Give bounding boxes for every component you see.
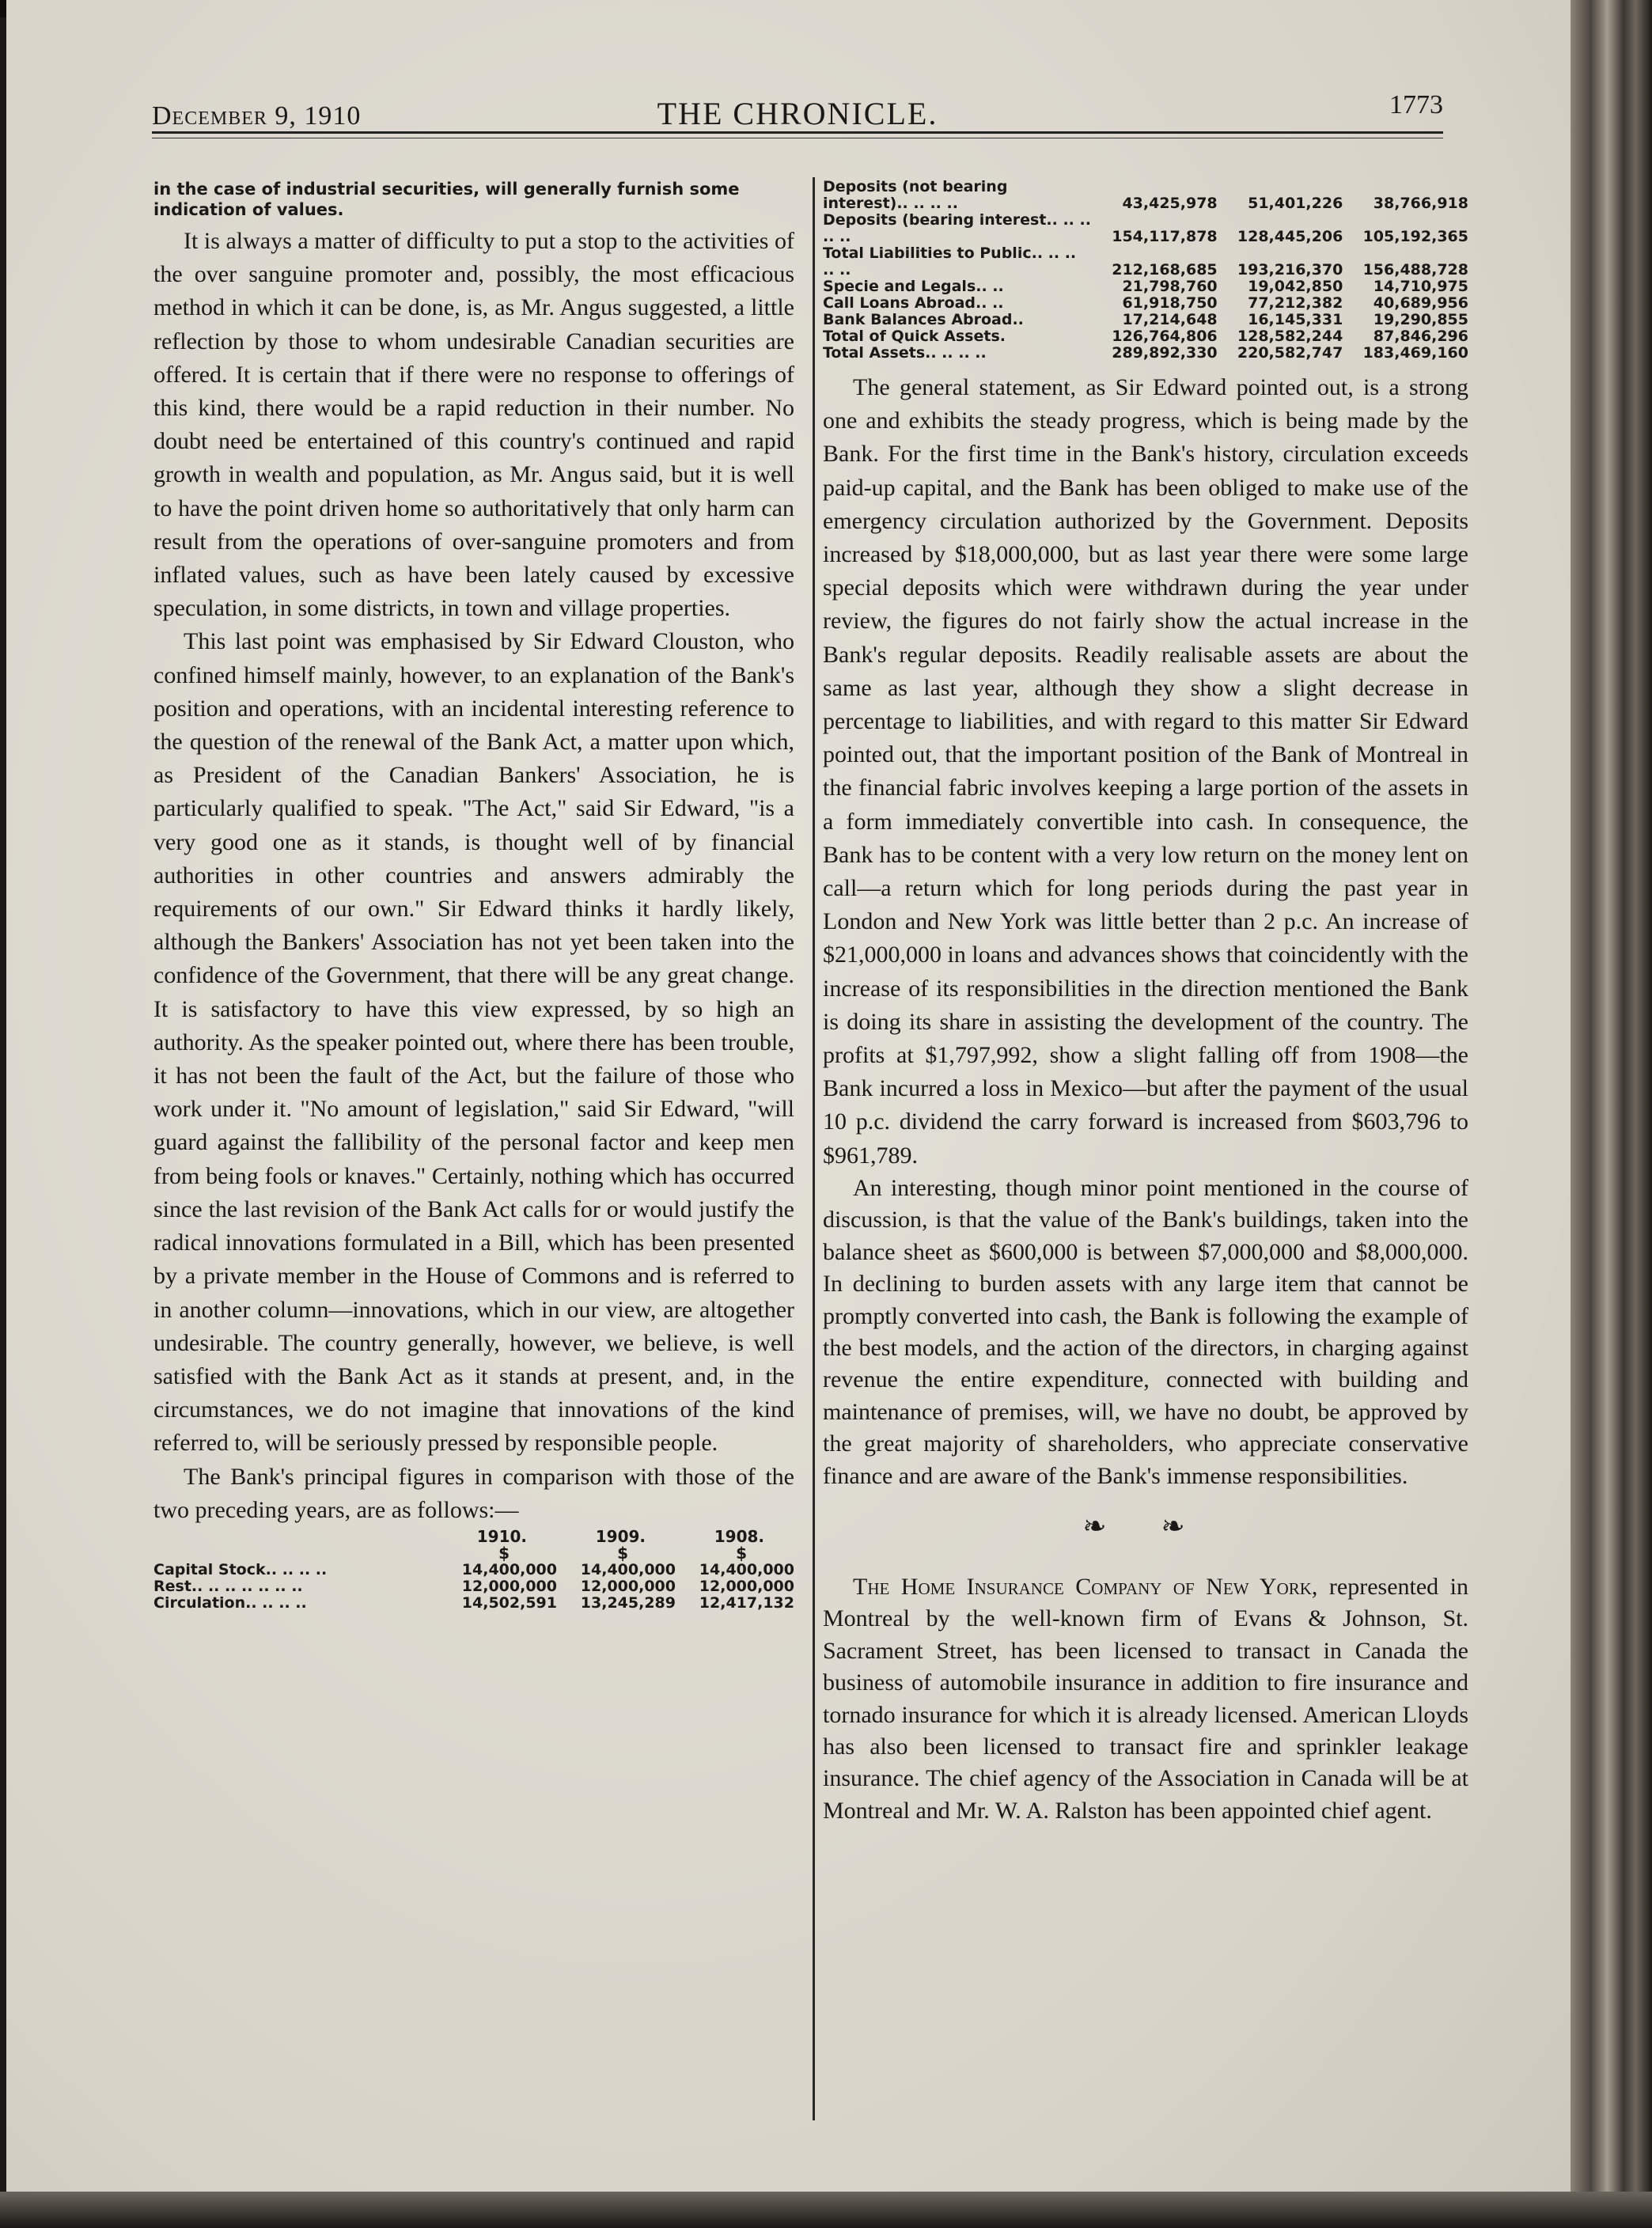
row-value: 12,000,000 — [461, 1577, 557, 1595]
left-column — [153, 179, 794, 1612]
row-value: 77,212,382 — [1248, 294, 1343, 312]
column-divider — [813, 177, 815, 2120]
row-label: Call Loans Abroad.. .. — [823, 294, 1004, 312]
company-name: The Home Insurance Company of New York, — [853, 1573, 1318, 1600]
row-value: 87,846,296 — [1373, 328, 1468, 345]
row-value: 19,290,855 — [1373, 311, 1468, 328]
row-value: 43,425,978 — [1122, 195, 1218, 212]
row-label: Specie and Legals.. .. — [823, 278, 1004, 295]
header-rule-thick — [152, 131, 1443, 134]
row-value: 193,216,370 — [1237, 261, 1343, 278]
table-row — [153, 1578, 794, 1595]
row-value: 126,764,806 — [1112, 328, 1218, 345]
table-row — [823, 245, 1468, 278]
paragraph-general-statement: The general statement, as Sir Edward pointed out, is a strong one and exhibits the steady progress, which is being made by the Bank. For the first time in the Bank's history, circulation exceeds paid-up capital, and the Bank has been obliged to make use of the emergency circulation authorized by the Government. Deposits increased by $18,000,000, but as last year there were some large special deposits which were withdrawn during the year under review, the figures do not fairly show the actual increase in the Bank's regular deposits. Readily realisable assets are about the same as last year, although they show a slight decrease in percentage to liabilities, and with regard to this matter Sir Edward pointed out, that the important position of the Bank of Montreal in the financial fabric involves keeping a large portion of the assets in a form immediately convertible into cash. In consequence, the Bank has to be content with a very low return on the money lent on call—a return which for long periods during the past year in London and New York was little better than 2 p.c. An increase of $21,000,000 in loans and advances shows that coincidently with the increase of its responsibilities in the direction mentioned the Bank is doing its share in assisting the development of the country. The profits at $1,797,992, show a slight falling off from 1908—the Bank incurred a loss in Mexico—but after the payment of the usual 10 p.c. dividend the carry forward is increased from $603,796 to $961,789. — [823, 374, 1468, 1169]
publication-title: THE CHRONICLE. — [657, 96, 938, 131]
row-label: Total Liabilities to Public.. .. .. .. .. — [823, 244, 1077, 278]
table-row — [823, 179, 1468, 212]
table-row — [823, 212, 1468, 245]
page-number: 1773 — [1389, 90, 1443, 119]
row-value: 12,000,000 — [699, 1577, 794, 1595]
paragraph-clouston: This last point was emphasised by Sir Edward Clouston, who confined himself mainly, however, to an explanation of the Bank's position and operations, with an incidental interesting reference to the question of the renewal of the Bank Act, a matter upon which, as President of the Canadian Bankers' Association, he is particularly qualified to speak. "The Act," said Sir Edward, "is a very good one as it stands, is thought well of by financial authorities in other countries and answers admirably the requirements of our own." Sir Edward thinks it hardly likely, although the Bankers' Association has not yet been taken into the confidence of the Government, that there will be any great change. It is satisfactory to have this view expressed, by so high an authority. As the speaker pointed out, where there has been trouble, it has not been the fault of the Act, but the failure of those who work under it. "No amount of legislation," said Sir Edward, "will guard against the fallibility of the personal factor and keep men from being fools or knaves." Certainly, nothing which has occurred since the last revision of the Bank Act calls for or would justify the radical innovations formulated in a Bill, which has been presented by a private member in the House of Commons and is referred to in another column—innovations, which in our view, are altogether undesirable. The country generally, however, we believe, is well satisfied with the Bank Act as it stands at present, and, in the circumstances, we do not imagine that innovations of the kind referred to, will be seriously pressed by responsible people. — [153, 628, 794, 1457]
row-value: 154,117,878 — [1112, 228, 1218, 245]
row-label: Circulation.. .. .. .. — [153, 1593, 307, 1612]
bank-figures-table — [153, 1526, 794, 1612]
row-value: 183,469,160 — [1362, 344, 1468, 362]
row-label: Capital Stock.. .. .. .. — [153, 1560, 328, 1578]
paragraph-figures-intro: The Bank's principal figures in comparison with those of the two preceding years, are as follows:— — [153, 1463, 794, 1523]
row-value: 51,401,226 — [1248, 195, 1343, 212]
year-1909: 1909. — [595, 1526, 646, 1546]
table-row — [823, 328, 1468, 345]
row-value: 14,400,000 — [580, 1560, 676, 1578]
row-value: 14,400,000 — [699, 1560, 794, 1578]
row-label: Deposits (bearing interest.. .. .. .. .. — [823, 211, 1091, 245]
page-header — [152, 85, 1443, 133]
book-spine — [1571, 0, 1652, 2228]
row-label: Total Assets.. .. .. .. — [823, 344, 987, 362]
table-row — [823, 278, 1468, 295]
row-value: 220,582,747 — [1237, 344, 1343, 362]
row-value: 156,488,728 — [1362, 261, 1468, 278]
row-label: Deposits (not bearing interest).. .. .. .. — [823, 178, 1008, 212]
row-value: 17,214,648 — [1122, 311, 1218, 328]
issue-date: December 9, 1910 — [152, 101, 362, 131]
paragraph-bank-buildings: An interesting, though minor point mentioned in the course of discussion, is that the value of the Bank's buildings, taken into the balance sheet as $600,000 is between $7,000,000 and $8,000,000. In declining to burden assets with any large item that cannot be promptly converted into cash, the Bank is following the example of the best models, and the action of the directors, in charging against revenue the entire expenditure, connected with building and maintenance of premises, will, we have no doubt, be approved by the great majority of shareholders, who appreciate conservative finance and are aware of the Bank's immense responsibilities. — [823, 1174, 1468, 1489]
row-value: 16,145,331 — [1248, 311, 1343, 328]
row-value: 40,689,956 — [1373, 294, 1468, 312]
currency-row — [153, 1545, 794, 1562]
row-value: 12,417,132 — [699, 1593, 794, 1612]
year-1908: 1908. — [714, 1526, 764, 1546]
row-label: Bank Balances Abroad.. — [823, 311, 1024, 328]
row-value: 38,766,918 — [1373, 195, 1468, 212]
paragraph-home-insurance — [823, 1571, 1468, 1827]
row-value: 14,710,975 — [1373, 278, 1468, 295]
row-label: Total of Quick Assets. — [823, 328, 1006, 345]
currency-1909: $ — [617, 1543, 628, 1563]
table-row — [823, 312, 1468, 328]
section-ornament: ❧ ❧ — [1082, 1510, 1209, 1542]
table-row — [823, 345, 1468, 362]
paragraph-promoters: It is always a matter of difficulty to put a stop to the activities of the over sanguine promoter and, possibly, the most efficacious method in which it can be done, is, as Mr. Angus suggested, a little reflection by those to whom undesirable Canadian securities are offered. It is certain that if there were no response to offerings of this kind, there would be a rapid reduction in their number. No doubt need be entertained of this country's continued and rapid growth in wealth and population, as Mr. Angus said, but it is well to have the point driven home so authoritatively that only harm can result from the operations of over-sanguine promoters and from inflated values, such as have been lately caused by excessive speculation, in some districts, in town and village properties. — [153, 228, 794, 622]
row-value: 14,502,591 — [461, 1593, 557, 1612]
row-value: 61,918,750 — [1122, 294, 1218, 312]
currency-1908: $ — [736, 1543, 747, 1563]
row-value: 14,400,000 — [461, 1560, 557, 1578]
row-value: 12,000,000 — [580, 1577, 676, 1595]
year-1910: 1910. — [476, 1526, 527, 1546]
paragraph-home-insurance-body: represented in Montreal by the well-known firm of Evans & Johnson, St. Sacrament Street, has been licensed to transact in Canada the business of automobile insurance in addition to fire insurance and tornado insurance for which it is already licensed. American Lloyds has also been licensed to transact fire and sprinkler leakage insurance. The chief agency of the Association in Canada will be at Montreal and Mr. W. A. Ralston has been appointed chief agent. — [823, 1573, 1469, 1824]
row-value: 13,245,289 — [580, 1593, 676, 1612]
row-value: 128,445,206 — [1237, 228, 1343, 245]
scan-bottom-border — [0, 2192, 1652, 2228]
row-value: 19,042,850 — [1248, 278, 1343, 295]
table-row — [153, 1562, 794, 1578]
row-value: 212,168,685 — [1112, 261, 1218, 278]
row-value: 128,582,244 — [1237, 328, 1343, 345]
currency-1910: $ — [498, 1543, 510, 1563]
table-row — [153, 1595, 794, 1612]
row-value: 289,892,330 — [1112, 344, 1218, 362]
row-value: 21,798,760 — [1122, 278, 1218, 295]
continued-fragment: in the case of industrial securities, will generally furnish some indication of values. — [153, 180, 740, 219]
row-value: 105,192,365 — [1362, 228, 1468, 245]
right-column — [823, 179, 1468, 1827]
year-header-row — [153, 1529, 794, 1545]
row-label: Rest.. .. .. .. .. .. .. — [153, 1577, 303, 1595]
table-row — [823, 295, 1468, 312]
bank-figures-table-continued — [823, 179, 1468, 362]
